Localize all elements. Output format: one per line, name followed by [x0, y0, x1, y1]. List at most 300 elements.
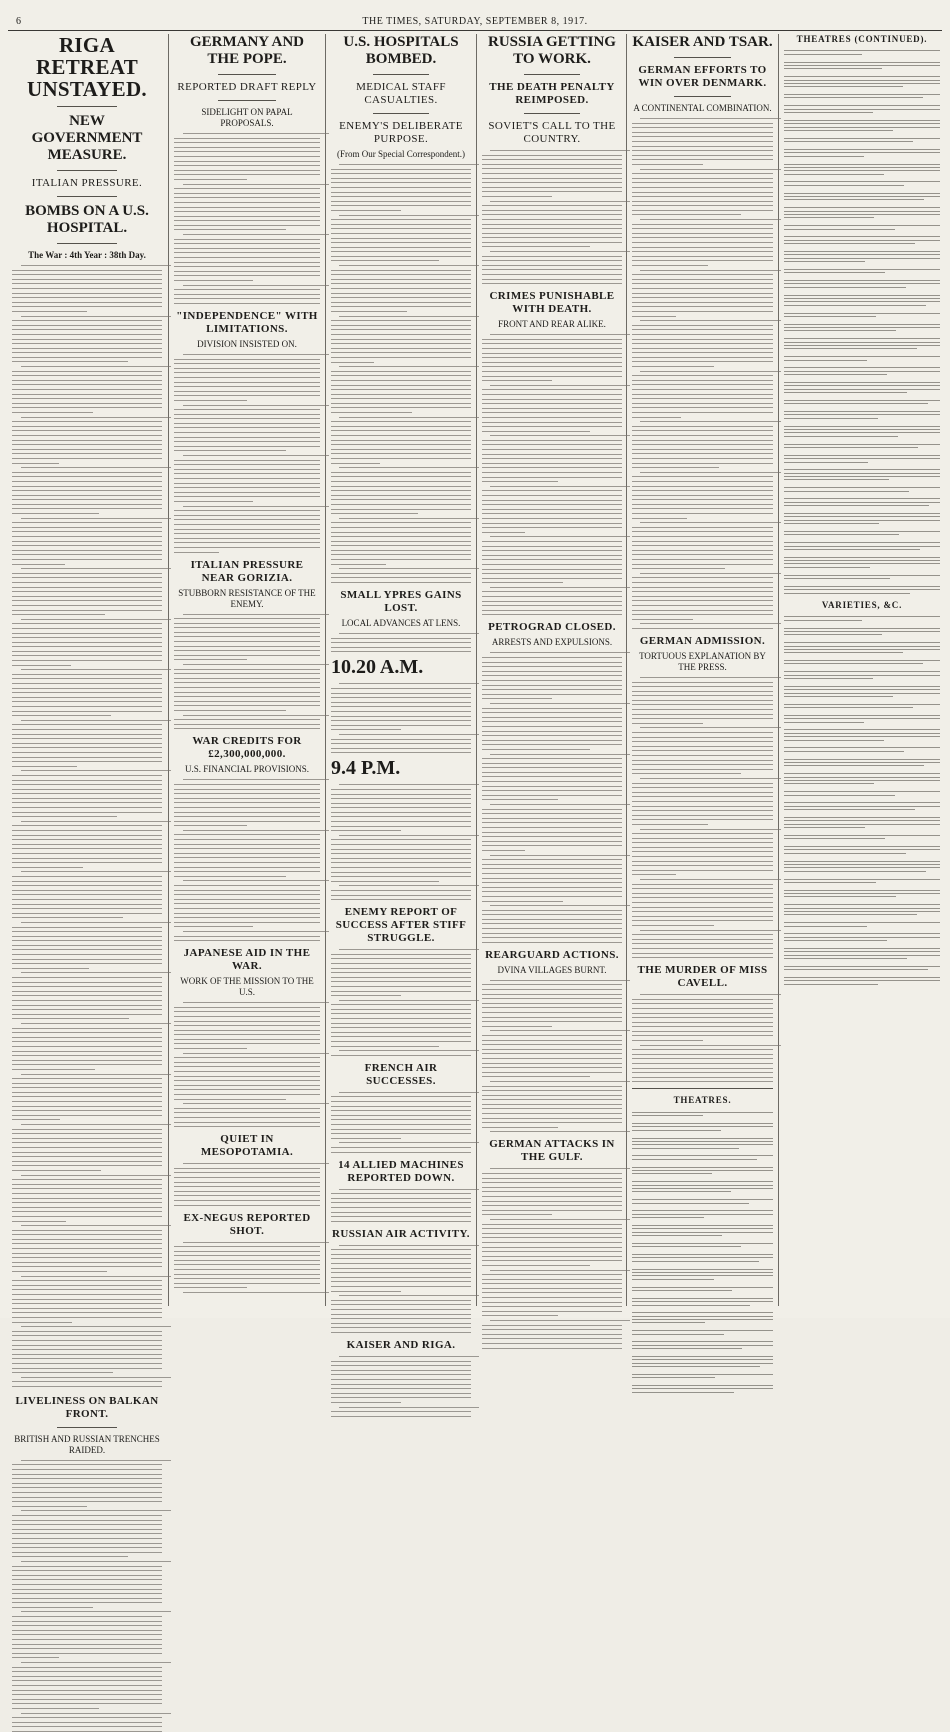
text-line	[632, 1214, 773, 1215]
listing-entry	[784, 496, 940, 509]
text-line	[784, 120, 940, 121]
text-line	[331, 752, 471, 753]
text-line	[784, 152, 940, 153]
text-line	[174, 275, 320, 276]
text-line	[12, 959, 162, 960]
text-line	[784, 969, 928, 970]
text-line	[490, 754, 630, 755]
text-line	[482, 1292, 622, 1293]
text-line	[12, 339, 162, 340]
text-line	[482, 786, 622, 787]
text-line	[482, 1256, 622, 1257]
text-line	[632, 1181, 773, 1182]
text-line	[632, 582, 773, 583]
text-line	[12, 582, 162, 583]
text-line	[12, 1161, 162, 1162]
text-line	[174, 460, 320, 461]
subheadline: ENEMY REPORT OF SUCCESS AFTER STIFF STRUGGLE.	[335, 906, 467, 945]
war-day-line: The War : 4th Year : 38th Day.	[28, 250, 146, 260]
text-line	[12, 1285, 162, 1286]
text-line	[331, 407, 471, 408]
subheadline: EX-NEGUS REPORTED SHOT.	[183, 1211, 311, 1237]
text-line	[632, 568, 725, 569]
text-line	[331, 1198, 471, 1199]
text-line	[331, 504, 471, 505]
text-line	[174, 538, 320, 539]
text-line	[12, 1722, 162, 1723]
text-line	[12, 1570, 162, 1571]
text-line	[482, 868, 622, 869]
text-line	[784, 984, 878, 985]
text-line	[632, 718, 773, 719]
text-line	[784, 980, 940, 981]
text-line	[331, 279, 471, 280]
text-line	[632, 251, 773, 252]
text-line	[482, 1279, 622, 1280]
text-line	[482, 523, 622, 524]
text-line	[174, 899, 320, 900]
text-line	[784, 733, 940, 734]
text-line	[784, 313, 940, 314]
text-line	[784, 138, 940, 139]
text-line	[12, 435, 162, 436]
text-line	[632, 1345, 773, 1346]
text-line	[482, 532, 525, 533]
text-line	[482, 591, 622, 592]
text-line	[490, 703, 630, 704]
text-line	[482, 901, 563, 902]
text-line	[174, 922, 320, 923]
text-line	[784, 269, 940, 270]
listing-entry	[784, 147, 940, 160]
text-line	[339, 568, 479, 569]
text-line	[640, 371, 781, 372]
text-line	[784, 207, 940, 208]
text-line	[12, 835, 162, 836]
text-line	[331, 481, 471, 482]
text-line	[12, 449, 162, 450]
text-line	[12, 715, 111, 716]
text-line	[12, 283, 162, 284]
text-line	[784, 563, 940, 564]
listing-entry	[632, 1266, 773, 1282]
article-body	[482, 150, 622, 284]
listing-entry	[784, 354, 940, 363]
text-line	[482, 1063, 622, 1064]
text-line	[482, 182, 622, 183]
text-line	[12, 306, 162, 307]
text-line	[784, 211, 940, 212]
text-line	[632, 559, 773, 560]
divider	[632, 1088, 773, 1089]
article-body	[331, 784, 471, 900]
text-line	[331, 242, 471, 243]
text-line	[784, 301, 940, 302]
text-line	[632, 587, 773, 588]
text-line	[12, 1575, 162, 1576]
text-line	[482, 984, 622, 985]
text-line	[640, 727, 781, 728]
text-line	[784, 652, 903, 653]
listing-entry	[784, 452, 940, 465]
text-line	[632, 1167, 773, 1168]
text-line	[12, 816, 117, 817]
text-line	[784, 890, 940, 891]
subheadline: ENEMY'S DELIBERATE PURPOSE.	[339, 120, 463, 145]
text-line	[632, 700, 773, 701]
text-line	[482, 1108, 622, 1109]
divider	[57, 1427, 117, 1428]
text-line	[784, 904, 940, 905]
listing-entry	[784, 625, 940, 638]
text-line	[482, 601, 622, 602]
text-line	[12, 1358, 162, 1359]
column-5	[632, 34, 773, 1304]
text-line	[632, 499, 773, 500]
text-line	[482, 224, 622, 225]
text-line	[331, 895, 471, 896]
text-line	[12, 1156, 162, 1157]
text-line	[174, 885, 320, 886]
subheadline: GERMAN ATTACKS IN THE GULF.	[489, 1138, 615, 1164]
text-line	[632, 178, 773, 179]
text-line	[12, 697, 162, 698]
text-line	[784, 258, 940, 259]
text-line	[174, 936, 320, 937]
text-line	[482, 923, 622, 924]
text-line	[12, 1280, 162, 1281]
text-line	[331, 748, 471, 749]
page-number: 6	[16, 16, 22, 27]
text-line	[174, 229, 286, 230]
text-line	[12, 1335, 162, 1336]
listing-entry	[784, 727, 940, 743]
text-line	[632, 136, 773, 137]
text-line	[12, 1487, 162, 1488]
text-line	[482, 191, 622, 192]
text-line	[174, 890, 320, 891]
text-line	[331, 1124, 471, 1125]
text-line	[339, 366, 479, 367]
text-line	[784, 948, 940, 949]
text-line	[331, 1152, 471, 1153]
text-line	[482, 1067, 622, 1068]
text-line	[12, 1101, 162, 1102]
text-line	[632, 1298, 773, 1299]
text-line	[331, 1268, 471, 1269]
text-line	[482, 362, 622, 363]
text-line	[482, 513, 622, 514]
listing-entry	[632, 1339, 773, 1352]
listing-entry	[784, 683, 940, 699]
text-line	[12, 940, 162, 941]
text-line	[784, 327, 940, 328]
text-line	[482, 1334, 622, 1335]
text-line	[482, 998, 622, 999]
text-line	[12, 986, 162, 987]
text-line	[12, 812, 162, 813]
text-line	[12, 743, 162, 744]
text-line	[632, 490, 773, 491]
text-line	[784, 707, 913, 708]
text-line	[482, 477, 622, 478]
text-line	[174, 414, 320, 415]
text-line	[12, 1469, 162, 1470]
article-body	[632, 677, 773, 958]
text-line	[174, 188, 320, 189]
text-line	[174, 894, 320, 895]
text-line	[482, 859, 622, 860]
text-line	[331, 306, 471, 307]
column-4	[482, 34, 622, 1304]
text-line	[784, 809, 915, 810]
text-line	[339, 265, 479, 266]
text-line	[632, 237, 773, 238]
text-line	[339, 1050, 479, 1051]
text-line	[482, 758, 622, 759]
text-line	[174, 1168, 320, 1169]
text-line	[12, 1115, 162, 1116]
divider	[524, 113, 580, 114]
text-line	[784, 295, 940, 296]
text-line	[12, 1142, 162, 1143]
text-line	[784, 791, 940, 792]
text-line	[331, 302, 471, 303]
text-line	[482, 210, 622, 211]
text-line	[183, 1053, 329, 1054]
text-line	[174, 496, 320, 497]
text-line	[784, 418, 878, 419]
text-line	[331, 311, 407, 312]
text-line	[174, 372, 320, 373]
text-line	[632, 164, 703, 165]
text-line	[482, 671, 622, 672]
text-line	[632, 274, 773, 275]
text-line	[12, 1312, 162, 1313]
text-line	[632, 1022, 773, 1023]
text-line	[331, 977, 471, 978]
text-line	[482, 246, 590, 247]
column-divider	[626, 34, 627, 1306]
text-line	[12, 554, 162, 555]
text-line	[12, 1060, 162, 1061]
text-line	[12, 1386, 162, 1387]
text-line	[632, 329, 773, 330]
text-line	[12, 1266, 162, 1267]
text-line	[12, 541, 162, 542]
text-line	[12, 605, 162, 606]
listing-entry	[784, 745, 940, 754]
column-divider	[325, 34, 326, 1306]
text-line	[482, 472, 622, 473]
text-line	[784, 827, 865, 828]
text-line	[632, 417, 681, 418]
text-line	[640, 169, 781, 170]
text-line	[784, 531, 940, 532]
text-line	[174, 1066, 320, 1067]
text-line	[632, 325, 773, 326]
text-line	[12, 913, 162, 914]
subheadline: NEW GOVERNMENT MEASURE.	[31, 113, 143, 163]
text-line	[632, 1031, 773, 1032]
text-line	[632, 265, 708, 266]
subheadline: PETROGRAD CLOSED.	[488, 621, 616, 634]
text-line	[784, 374, 887, 375]
text-line	[174, 446, 320, 447]
text-line	[784, 523, 879, 524]
text-line	[174, 156, 320, 157]
text-line	[331, 706, 471, 707]
text-line	[632, 628, 773, 629]
text-line	[174, 632, 320, 633]
listing-entry	[632, 1328, 773, 1337]
masthead-rule	[8, 30, 942, 31]
text-line	[12, 642, 162, 643]
text-line	[331, 513, 418, 514]
text-line	[784, 853, 906, 854]
text-line	[632, 463, 773, 464]
text-line	[12, 1579, 162, 1580]
text-line	[632, 1210, 773, 1211]
text-line	[331, 1055, 471, 1056]
text-line	[331, 821, 471, 822]
text-line	[632, 247, 773, 248]
text-line	[21, 720, 171, 721]
text-line	[12, 1474, 162, 1475]
text-line	[632, 1366, 760, 1367]
divider	[218, 100, 276, 101]
text-line	[174, 728, 320, 729]
text-line	[12, 1018, 129, 1019]
text-line	[339, 1000, 479, 1001]
subheadline: DVINA VILLAGES BURNT.	[497, 964, 607, 975]
text-line	[174, 216, 320, 217]
text-line	[331, 412, 412, 413]
text-line	[784, 130, 893, 131]
text-line	[784, 225, 940, 226]
text-line	[174, 627, 320, 628]
text-line	[784, 586, 940, 587]
text-line	[784, 54, 862, 55]
text-line	[12, 711, 162, 712]
text-line	[12, 444, 162, 445]
text-line	[331, 876, 471, 877]
text-line	[331, 1013, 471, 1014]
text-line	[784, 251, 940, 252]
text-line	[174, 1264, 320, 1265]
text-line	[174, 207, 320, 208]
text-line	[331, 968, 471, 969]
text-line	[331, 1027, 471, 1028]
article-body	[331, 683, 471, 753]
text-line	[12, 977, 162, 978]
text-line	[331, 182, 471, 183]
subheadline: ARRESTS AND EXPULSIONS.	[491, 637, 613, 648]
text-line	[632, 426, 773, 427]
text-line	[174, 1274, 320, 1275]
text-line	[331, 1106, 471, 1107]
text-line	[12, 1147, 162, 1148]
divider	[674, 96, 730, 97]
text-line	[12, 1119, 60, 1120]
text-line	[174, 1177, 320, 1178]
text-line	[632, 527, 773, 528]
text-line	[784, 882, 876, 883]
text-line	[174, 1025, 320, 1026]
text-line	[12, 1243, 162, 1244]
subheadline: WAR CREDITS FOR £2,300,000,000.	[192, 735, 302, 761]
subheadline: FRENCH AIR SUCCESSES.	[364, 1061, 438, 1087]
text-line	[482, 454, 622, 455]
text-line	[174, 812, 320, 813]
listing-entry	[784, 103, 940, 116]
text-line	[784, 634, 882, 635]
text-line	[784, 642, 940, 643]
text-line	[174, 1182, 320, 1183]
text-line	[331, 348, 471, 349]
text-line	[183, 1292, 329, 1293]
text-line	[784, 156, 864, 157]
text-line	[12, 1634, 162, 1635]
text-line	[640, 623, 781, 624]
text-line	[174, 1200, 320, 1201]
text-line	[174, 483, 320, 484]
text-line	[174, 510, 320, 511]
text-line	[331, 1384, 471, 1385]
text-line	[331, 499, 471, 500]
text-line	[784, 693, 940, 694]
theatres-continued-heading: THEATRES (CONTINUED).	[796, 34, 928, 44]
text-line	[21, 1074, 171, 1075]
text-line	[331, 532, 471, 533]
subheadline: U.S. FINANCIAL PROVISIONS.	[185, 764, 309, 775]
text-line	[632, 531, 773, 532]
text-line	[632, 723, 703, 724]
text-line	[632, 1272, 773, 1273]
text-line	[12, 734, 162, 735]
text-line	[784, 97, 923, 98]
text-line	[331, 421, 471, 422]
text-line	[174, 1085, 320, 1086]
text-line	[331, 1009, 471, 1010]
text-line	[12, 1106, 162, 1107]
text-line	[174, 1186, 320, 1187]
text-line	[331, 536, 471, 537]
text-line	[490, 536, 630, 537]
text-line	[632, 1144, 773, 1145]
text-line	[482, 1095, 622, 1096]
text-line	[632, 1257, 773, 1258]
text-line	[482, 1260, 622, 1261]
text-line	[174, 473, 320, 474]
listing-entry	[784, 161, 940, 177]
text-line	[632, 755, 773, 756]
text-line	[331, 826, 471, 827]
article-body	[482, 334, 622, 615]
text-line	[12, 440, 162, 441]
text-line	[183, 779, 329, 780]
text-line	[331, 839, 471, 840]
text-line	[12, 1354, 162, 1355]
text-line	[12, 1621, 162, 1622]
text-line	[174, 391, 320, 392]
listing-entry	[784, 511, 940, 527]
text-line	[482, 1315, 558, 1316]
text-line	[640, 118, 781, 119]
text-line	[784, 546, 940, 547]
text-line	[12, 706, 162, 707]
text-line	[632, 389, 773, 390]
